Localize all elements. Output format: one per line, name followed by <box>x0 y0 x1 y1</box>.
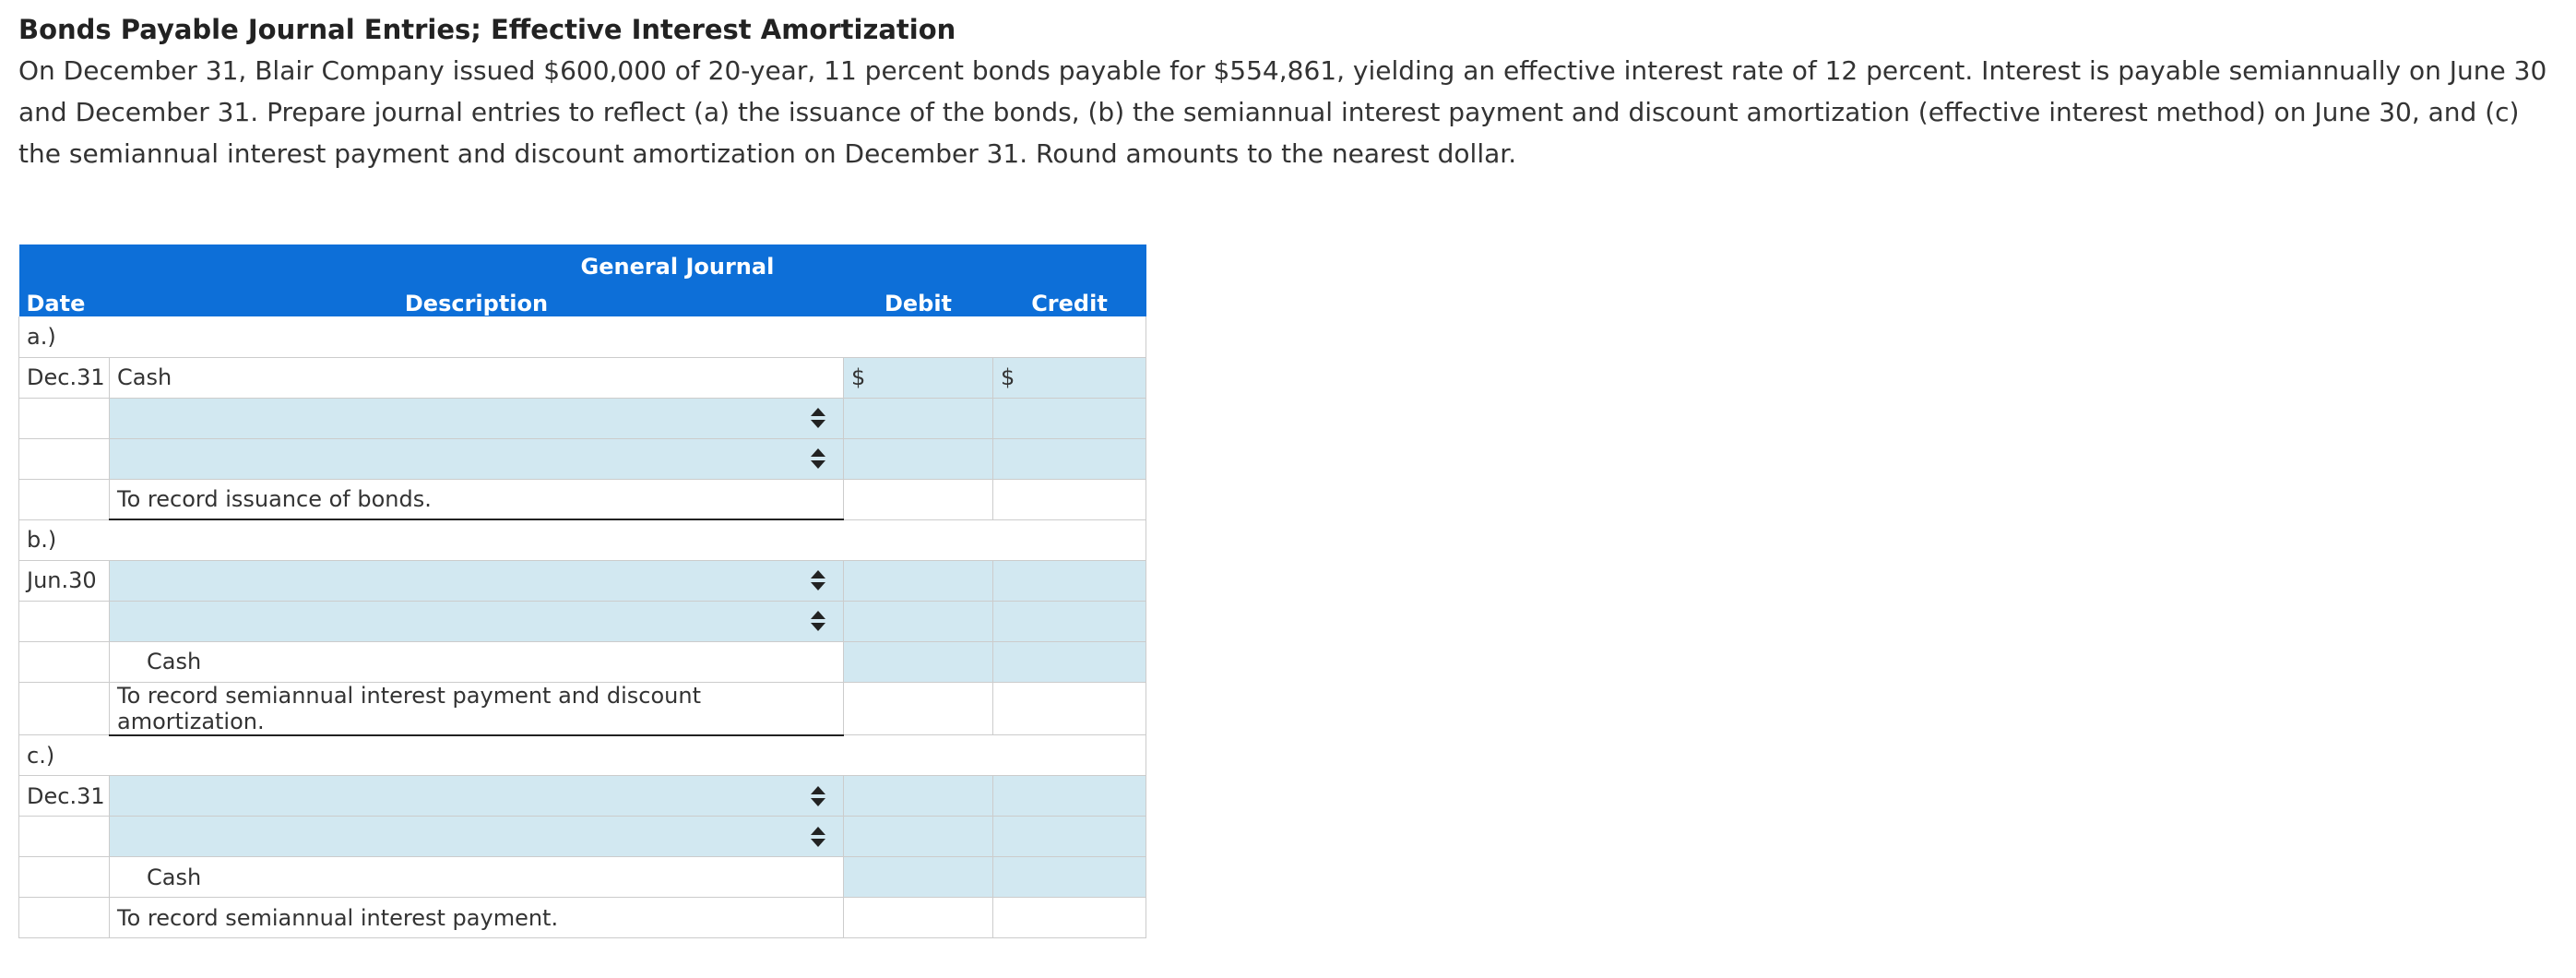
select-arrows-icon <box>812 570 825 590</box>
entry-b-date: Jun.30 <box>19 560 110 601</box>
entry-b-credit-input-2[interactable] <box>993 601 1146 641</box>
entry-c-cash-debit-input[interactable] <box>844 857 993 898</box>
entry-c-account-cash: Cash <box>110 857 844 898</box>
select-arrows-icon <box>812 448 825 469</box>
dollar-sign: $ <box>1001 364 1015 390</box>
entry-a-account-select-2[interactable] <box>110 398 844 438</box>
general-journal-table <box>18 244 1146 938</box>
entry-c-account-select-1[interactable] <box>110 776 844 817</box>
dollar-sign: $ <box>851 364 866 390</box>
entry-c-credit-input-2[interactable] <box>993 817 1146 857</box>
select-arrows-icon <box>812 611 825 631</box>
entry-b-account-select-1[interactable] <box>110 560 844 601</box>
entry-c-memo: To record semiannual interest payment. <box>110 898 844 938</box>
problem-text: On December 31, Blair Company issued $600,000 of 20-year, 11 percent bonds payable for $554,861, yielding an effective interest rate of 12 percent. Interest is payable semiannually on June 30 and December 31. Prepare journal entries to reflect (a) the issuance of the bonds, (b) the semiannual interest payment and discount amortization (effective interest method) on June 30, and (c) the semiannual interest payment and discount amortization on December 31. Round amounts to the nearest dollar. <box>18 55 2547 169</box>
entry-a-credit-input-2[interactable] <box>993 398 1146 438</box>
select-arrows-icon <box>812 408 825 428</box>
entry-b-credit-input-1[interactable] <box>993 560 1146 601</box>
date-column-header: Date <box>19 280 110 316</box>
entry-a-account-select-3[interactable] <box>110 438 844 479</box>
entry-b-memo: To record semiannual interest payment and discount amortization. <box>110 682 844 735</box>
entry-a-cash-credit-input[interactable] <box>993 357 1146 398</box>
entry-b-account-select-2[interactable] <box>110 601 844 641</box>
entry-a-debit-input-3[interactable] <box>844 438 993 479</box>
entry-a-memo: To record issuance of bonds. <box>110 479 844 519</box>
entry-b-debit-input-1[interactable] <box>844 560 993 601</box>
entry-b-cash-credit-input[interactable] <box>993 641 1146 682</box>
problem-title: Bonds Payable Journal Entries; Effective Interest Amortization <box>18 14 956 45</box>
entry-c-credit-input-1[interactable] <box>993 776 1146 817</box>
select-arrows-icon <box>812 786 825 806</box>
general-journal-header: General Journal <box>110 244 1146 280</box>
entry-b-cash-debit-input[interactable] <box>844 641 993 682</box>
entry-a-label: a.) <box>19 316 1146 357</box>
debit-column-header: Debit <box>844 280 993 316</box>
entry-b-label: b.) <box>19 519 1146 560</box>
entry-c-debit-input-1[interactable] <box>844 776 993 817</box>
entry-a-account-cash: Cash <box>110 357 844 398</box>
description-column-header: Description <box>110 280 844 316</box>
entry-b-account-cash: Cash <box>110 641 844 682</box>
entry-c-label: c.) <box>19 735 1146 776</box>
select-arrows-icon <box>812 827 825 847</box>
entry-a-date: Dec.31 <box>19 357 110 398</box>
entry-c-date: Dec.31 <box>19 776 110 817</box>
entry-a-debit-input-2[interactable] <box>844 398 993 438</box>
entry-c-debit-input-2[interactable] <box>844 817 993 857</box>
entry-c-account-select-2[interactable] <box>110 817 844 857</box>
entry-a-cash-debit-input[interactable] <box>844 357 993 398</box>
entry-c-cash-credit-input[interactable] <box>993 857 1146 898</box>
credit-column-header: Credit <box>993 280 1146 316</box>
entry-a-credit-input-3[interactable] <box>993 438 1146 479</box>
entry-b-debit-input-2[interactable] <box>844 601 993 641</box>
